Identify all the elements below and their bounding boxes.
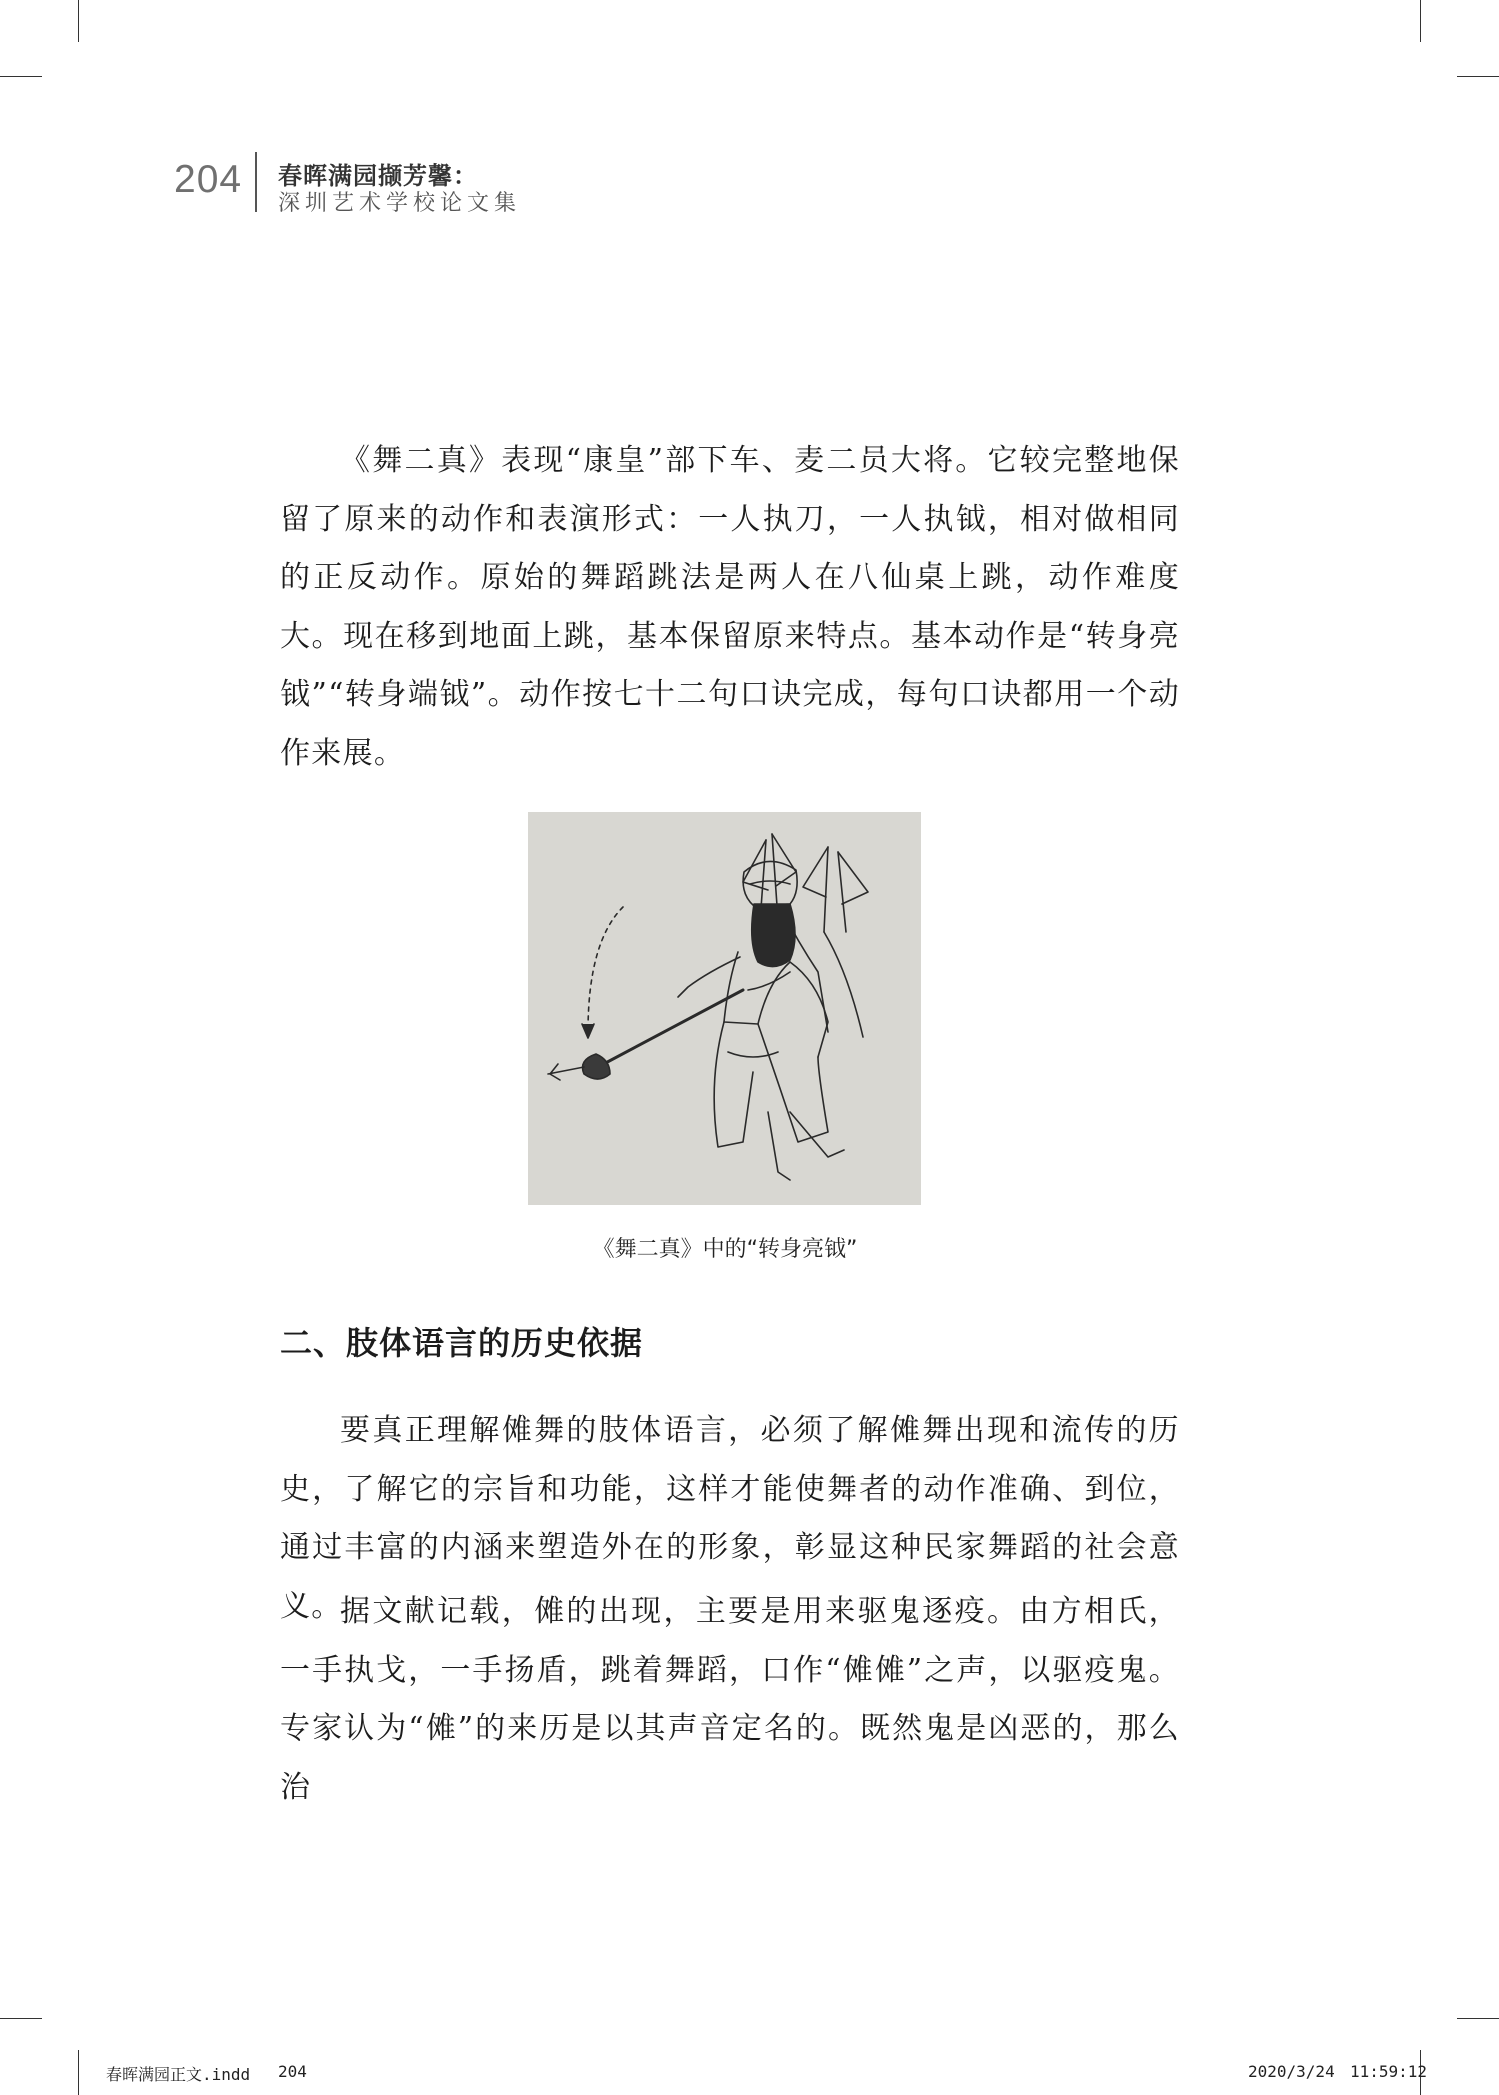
crop-mark-top-right-v	[1420, 0, 1421, 42]
footer-page: 204	[278, 2062, 307, 2081]
crop-mark-top-left-h	[0, 76, 42, 77]
paragraph-3: 据文献记载，傩的出现，主要是用来驱鬼逐疫。由方相氏，一手执戈，一手扬盾，跳着舞蹈，口作“傩傩”之声，以驱疫鬼。专家认为“傩”的来历是以其声音定名的。既然鬼是凶恶的，那么治	[280, 1594, 1180, 1805]
section-heading: 二、肢体语言的历史依据	[280, 1324, 644, 1362]
header-page-number: 204	[174, 158, 243, 201]
crop-mark-bottom-left-h	[0, 2018, 42, 2019]
footer-date: 2020/3/24	[1248, 2062, 1335, 2081]
figure-illustration	[528, 812, 921, 1205]
crop-mark-bottom-left-v	[78, 2050, 79, 2095]
header-subtitle: 深圳艺术学校论文集	[278, 191, 522, 216]
paragraph-2: 要真正理解傩舞的肢体语言，必须了解傩舞出现和流传的历史，了解它的宗旨和功能，这样才能使舞者的动作准确、到位，通过丰富的内涵来塑造外在的形象，彰显这种民家舞蹈的社会意义。	[280, 1413, 1180, 1624]
header-book-title: 春晖满园撷芳馨：	[278, 162, 478, 190]
crop-mark-top-left-v	[78, 0, 79, 42]
crop-mark-bottom-right-h	[1457, 2018, 1499, 2019]
header-divider	[255, 152, 257, 212]
footer-filename: 春晖满园正文.indd	[106, 2065, 251, 2084]
paragraph-1: 《舞二真》表现“康皇”部下车、麦二员大将。它较完整地保留了原来的动作和表演形式：一人执刀，一人执钺，相对做相同的正反动作。原始的舞蹈跳法是两人在八仙桌上跳，动作难度大。现在移到地面上跳，基本保留原来特点。基本动作是“转身亮钺”“转身端钺”。动作按七十二句口诀完成，每句口诀都用一个动作来展。	[280, 443, 1180, 771]
crop-mark-top-right-h	[1457, 76, 1499, 77]
footer-time: 11:59:12	[1350, 2062, 1428, 2081]
figure-caption: 《舞二真》中的“转身亮钺”	[592, 1237, 858, 1262]
dancer-sketch	[528, 812, 921, 1205]
